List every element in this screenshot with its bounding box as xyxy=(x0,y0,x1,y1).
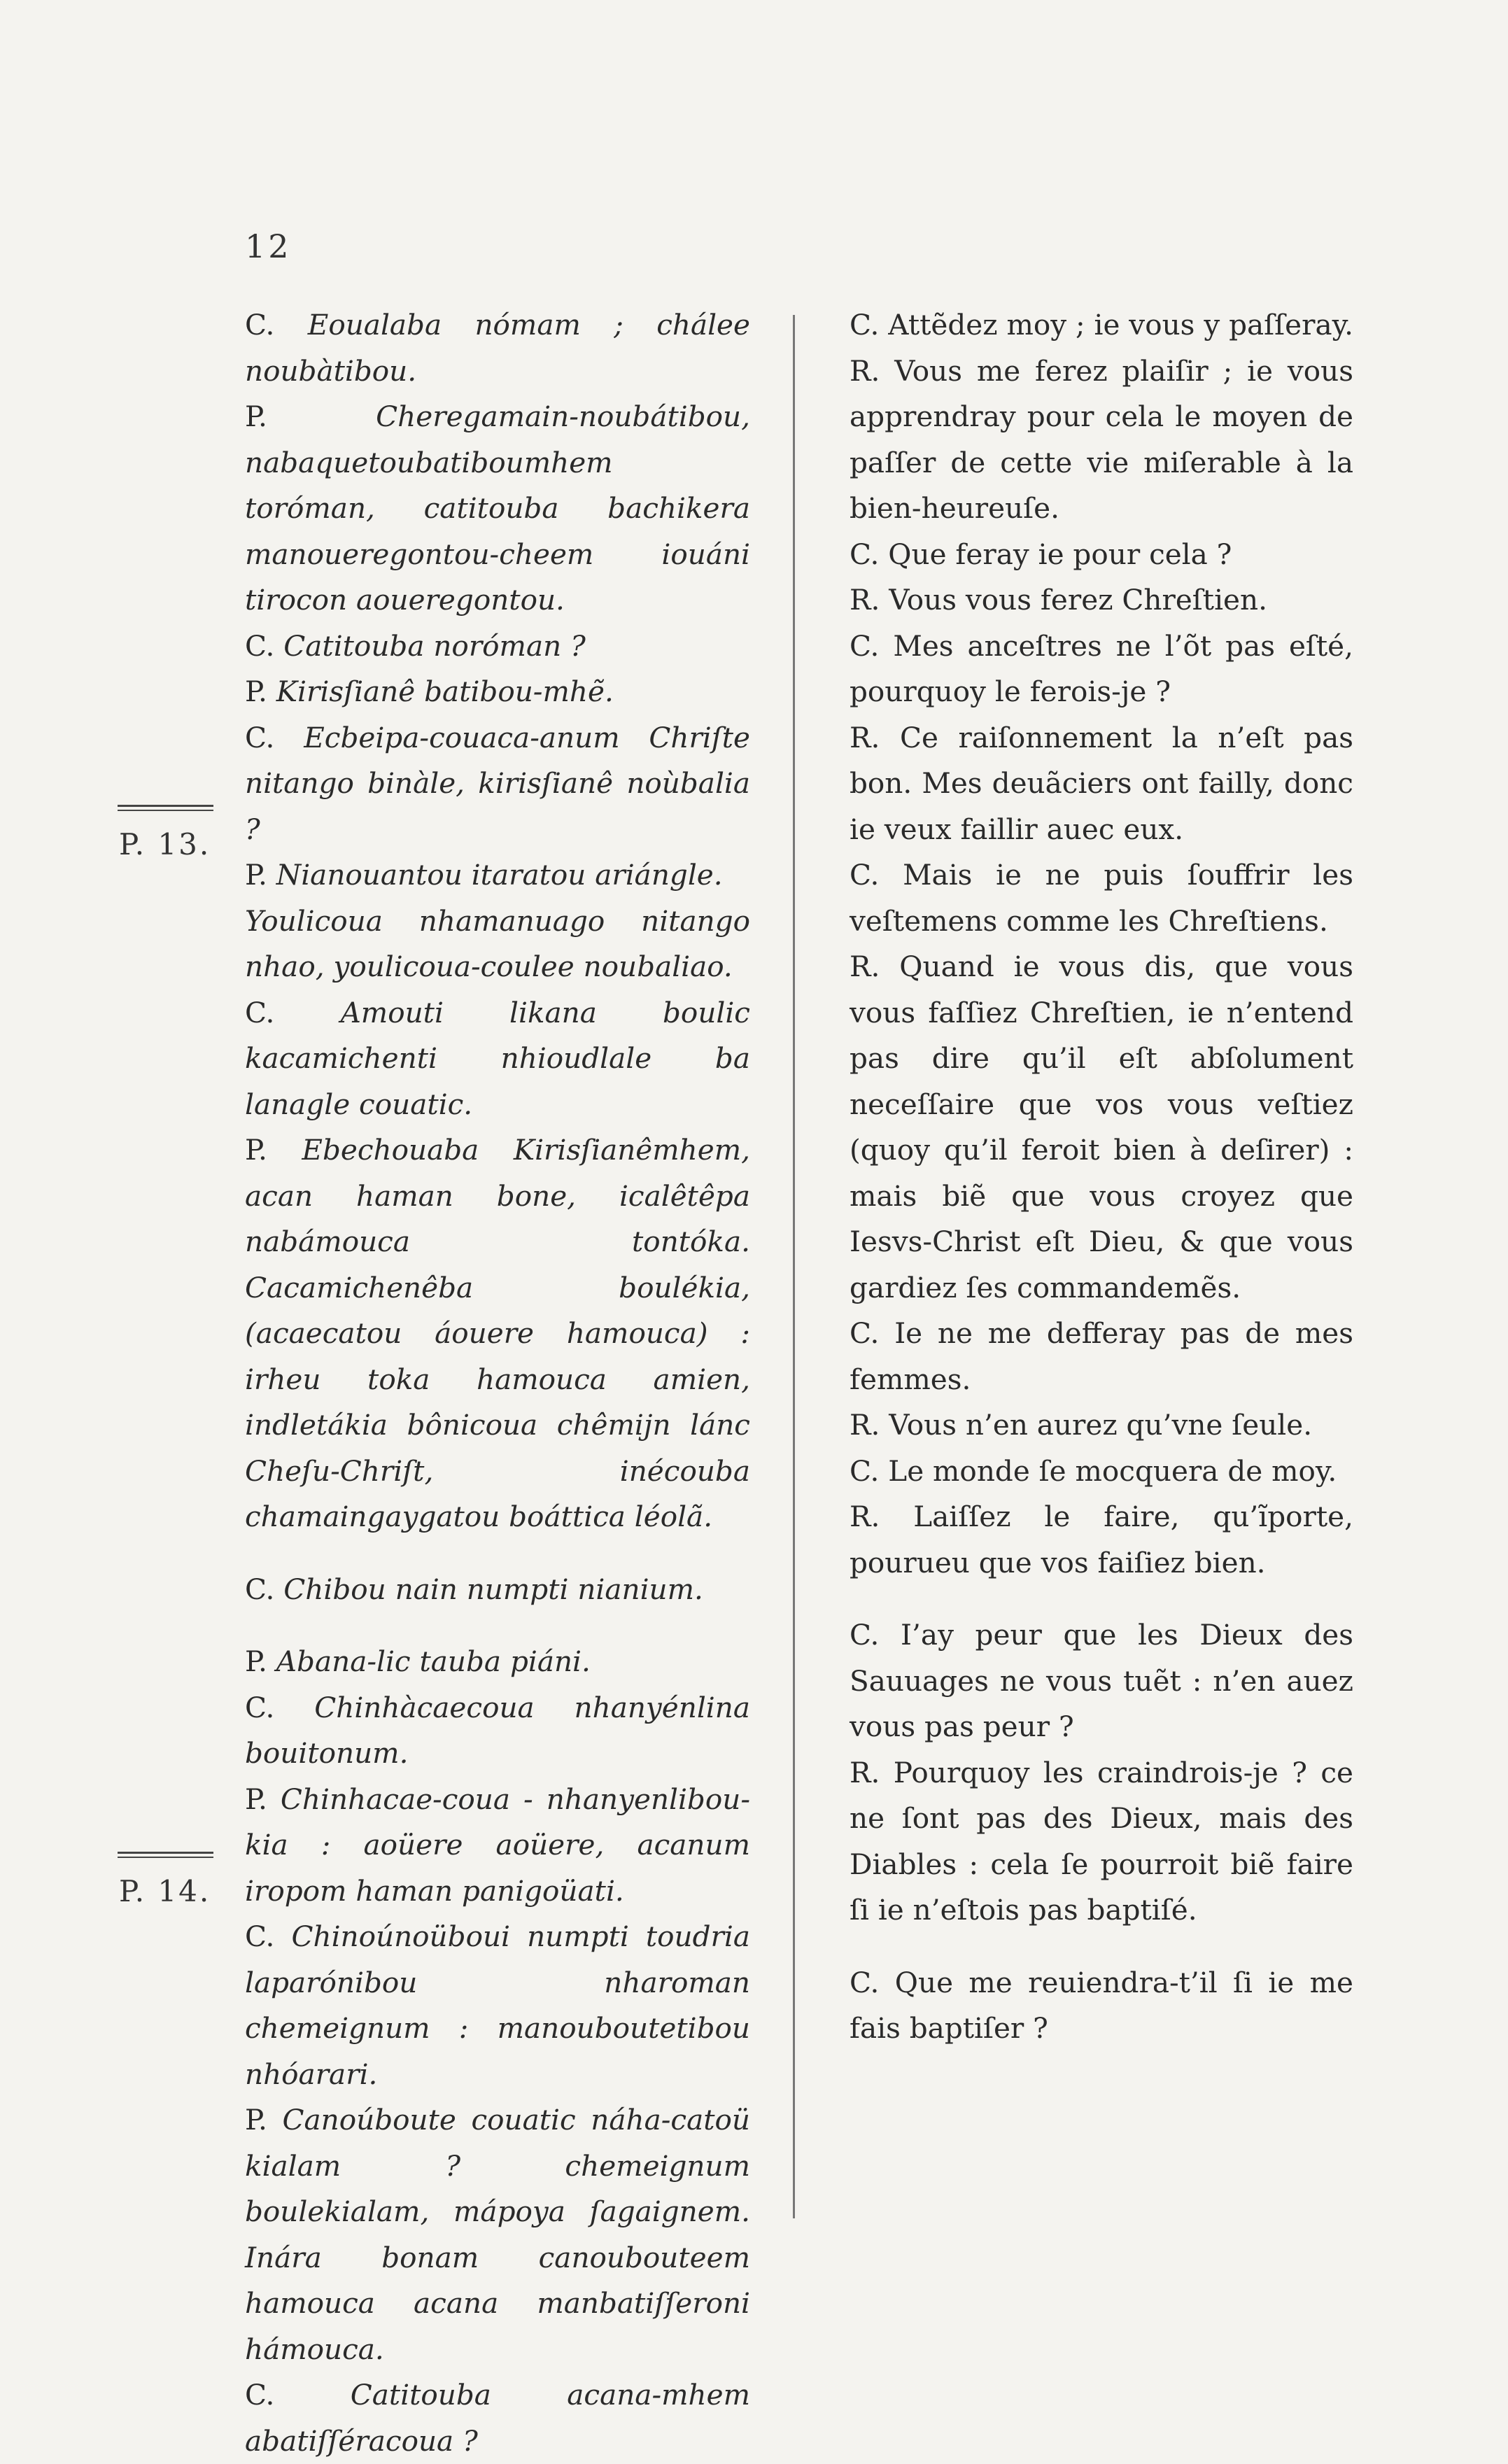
dialogue-line xyxy=(850,715,1353,853)
dialogue-line xyxy=(245,715,750,853)
speaker: P. xyxy=(245,675,267,708)
dialogue-line xyxy=(245,302,750,394)
speaker: P. xyxy=(245,1782,267,1816)
dialogue-line xyxy=(850,1449,1353,1495)
speaker: C. xyxy=(245,308,275,342)
speaker: P. xyxy=(245,1133,267,1167)
line-text: Chinhacae-coua - nhanyenlibou-kia : aoüere aoüere, acanum iropom haman panigoüati. xyxy=(245,1782,751,1908)
line-text: Ebechouaba Kirisſianêmhem, acan haman bone, icalêtêpa nabámouca tontóka. Cacamichenêba boulékia, (acaecatou áouere hamouca) : irheu toka hamouca amien, indletákia bônicoua chêmijn lánc Cheſu-Chriſt, inécouba chamaingaygatou boáttica léolã. xyxy=(245,1133,750,1533)
column-divider xyxy=(793,315,795,2218)
speaker: C. xyxy=(245,720,275,754)
line-text: Ie ne me defferay pas de mes femmes. xyxy=(850,1316,1354,1396)
dialogue-line xyxy=(245,1567,750,1613)
line-text: Abana-lic tauba piáni. xyxy=(276,1645,591,1678)
dialogue-line xyxy=(850,1402,1353,1449)
speaker: C. xyxy=(245,1572,275,1606)
speaker: R. xyxy=(850,1500,880,1533)
speaker: R. xyxy=(850,583,880,617)
dialogue-line xyxy=(850,1612,1353,1750)
line-text: Mes anceſtres ne l’õt pas eſté, pourquoy le ferois-je ? xyxy=(850,628,1354,708)
dialogue-line xyxy=(245,1685,750,1777)
speaker: C. xyxy=(850,628,880,663)
dialogue-line xyxy=(245,852,750,899)
line-text: Amouti likana boulic kacamichenti nhioudlale ba lanagle couatic. xyxy=(245,995,750,1121)
line-text: Ce raiſonnement la n’eſt pas bon. Mes deuãciers ont failly, donc ie veux faillir auec eux. xyxy=(850,720,1354,846)
line-text: Quand ie vous dis, que vous vous faſſiez Chreſtien, ie n’entend pas dire qu’il eſt abſolument neceſſaire que vos vous veſtiez (quoy qu’il feroit bien à deſirer) : mais biẽ que vous croyez que Iesvs-Christ eſt Dieu, & que vous gardiez ſes commandemẽs. xyxy=(850,950,1353,1304)
line-text: Chinoúnoüboui numpti toudria laparónibou nharoman chemeignum : manouboutetibou nhóarari. xyxy=(245,1920,751,2091)
dialogue-line xyxy=(245,990,750,1128)
speaker: C. xyxy=(850,308,880,342)
speaker: P. xyxy=(245,858,267,892)
speaker: C. xyxy=(245,628,275,663)
line-text: Youlicoua nhamanuago nitango nhao, youlicoua-coulee noubaliao. xyxy=(245,903,750,983)
dialogue-line xyxy=(850,532,1353,578)
dialogue-line xyxy=(850,1494,1353,1586)
dialogue-line xyxy=(850,577,1353,624)
line-text: Chinhàcaecoua nhanyénlina bouitonum. xyxy=(245,1690,750,1770)
line-text: Catitouba acana-mhem abatiſſéracoua ? xyxy=(245,2378,750,2458)
dialogue-line xyxy=(850,1750,1353,1934)
speaker: C. xyxy=(850,1316,880,1350)
dialogue-line xyxy=(245,1777,750,1915)
speaker: C. xyxy=(850,1965,880,1999)
dialogue-line xyxy=(850,944,1353,1311)
dialogue-line xyxy=(245,2372,750,2464)
dialogue-line xyxy=(245,1639,750,1685)
line-text: Vous n’en aurez qu’vne ſeule. xyxy=(889,1408,1313,1442)
speaker: R. xyxy=(850,1755,880,1789)
dialogue-line xyxy=(245,394,750,624)
speaker: R. xyxy=(850,1408,880,1442)
line-text: Ecbeipa-couaca-anum Chriſte nitango binàle, kirisſianê noùbalia ? xyxy=(245,720,750,846)
speaker: C. xyxy=(850,1618,880,1652)
dialogue-line xyxy=(245,1127,750,1540)
line-text: Laiſſez le faire, qu’ĩporte, pourueu que vos faiſiez bien. xyxy=(850,1500,1354,1579)
speaker: P. xyxy=(245,400,267,433)
line-text: Canoúboute couatic náha-catoü kialam ? chemeignum boulekialam, mápoya ſagaignem. Inára bonam canoubouteem hamouca acana manbatiſſeroni hámouca. xyxy=(245,2103,750,2366)
speaker: C. xyxy=(850,858,880,892)
speaker: R. xyxy=(850,950,880,983)
speaker: R. xyxy=(850,720,880,754)
dialogue-line xyxy=(850,624,1353,715)
dialogue-line xyxy=(245,899,750,990)
line-text: Nianouantou itaratou ariángle. xyxy=(276,858,723,892)
dialogue-line xyxy=(850,302,1353,349)
line-text: Attẽdez moy ; ie vous y paſſeray. xyxy=(888,308,1353,342)
line-text: Eoualaba nómam ; chálee noubàtibou. xyxy=(245,308,750,388)
dialogue-line xyxy=(850,852,1353,944)
dialogue-line xyxy=(245,624,750,670)
line-text: Chibou nain numpti nianium. xyxy=(283,1572,703,1606)
speaker: C. xyxy=(850,537,880,571)
dialogue-line xyxy=(850,349,1353,532)
speaker: C. xyxy=(850,1453,880,1488)
speaker: P. xyxy=(245,1645,267,1678)
left-column xyxy=(245,302,750,2464)
line-text: Que feray ie pour cela ? xyxy=(888,537,1232,571)
margin-reference: P. 13. xyxy=(119,827,211,861)
line-text: I’ay peur que les Dieux des Sauuages ne vous tuẽt : n’en auez vous pas peur ? xyxy=(850,1618,1354,1743)
line-text: Kirisſianê batibou-mhẽ. xyxy=(276,675,614,708)
speaker: C. xyxy=(245,1920,275,1953)
page-number: 12 xyxy=(245,227,292,265)
dialogue-line xyxy=(245,2097,750,2372)
line-text: Vous me ferez plaiſir ; ie vous apprendray pour cela le moyen de paſſer de cette vie miſerable à la bien-heureuſe. xyxy=(850,353,1353,525)
margin-rule xyxy=(118,805,213,811)
line-text: Vous vous ferez Chreſtien. xyxy=(889,583,1267,617)
dialogue-line xyxy=(245,669,750,715)
margin-reference: P. 14. xyxy=(119,1874,211,1908)
dialogue-line xyxy=(245,1914,750,2097)
line-text: Mais ie ne puis ſouffrir les veſtemens comme les Chreſtiens. xyxy=(850,858,1354,938)
speaker: R. xyxy=(850,353,880,388)
line-text: Catitouba noróman ? xyxy=(283,628,586,663)
dialogue-line xyxy=(850,1311,1353,1402)
right-column xyxy=(850,302,1353,2052)
line-text: Que me reuiendra-t’il ſi ie me fais baptiſer ? xyxy=(850,1965,1353,2045)
line-text: Pourquoy les craindrois-je ? ce ne ſont pas des Dieux, mais des Diables : cela ſe pourroit biẽ faire ſi ie n’eſtois pas baptiſé. xyxy=(850,1755,1353,1927)
speaker: P. xyxy=(245,2103,267,2136)
dialogue-line xyxy=(850,1960,1353,2052)
speaker: C. xyxy=(245,1690,275,1724)
speaker: C. xyxy=(245,995,275,1029)
line-text: Le monde ſe mocquera de moy. xyxy=(888,1453,1337,1488)
speaker: C. xyxy=(245,2378,275,2412)
line-text: Cheregamain-noubátibou, nabaquetoubatiboumhem toróman, catitouba bachikera manoueregontou-cheem iouáni tirocon aoueregontou. xyxy=(245,400,750,617)
margin-rule xyxy=(118,1852,213,1858)
